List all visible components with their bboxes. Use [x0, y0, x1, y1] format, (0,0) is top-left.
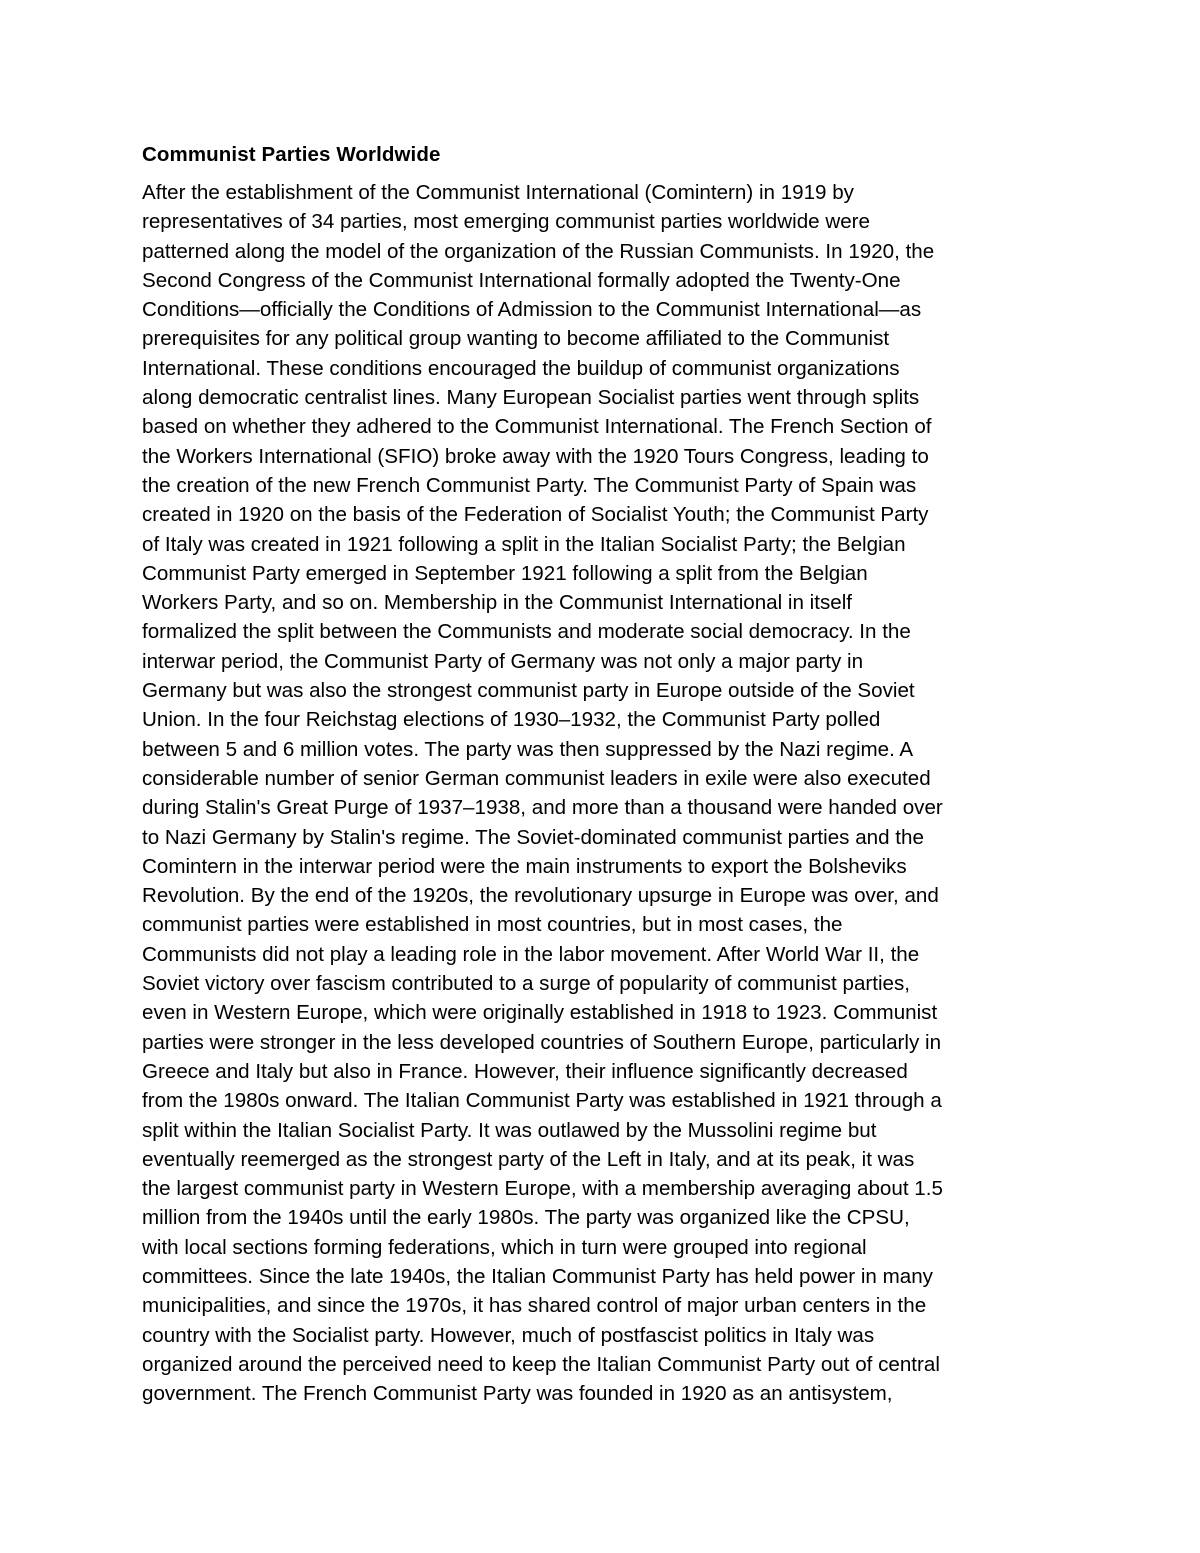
text-line: with local sections forming federations, which in turn were grouped into regional [142, 1235, 867, 1259]
text-line: Comintern in the interwar period were the main instruments to export the Bolsheviks [142, 854, 907, 878]
text-line: considerable number of senior German communist leaders in exile were also executed [142, 766, 931, 790]
text-line: the largest communist party in Western Europe, with a membership averaging about 1.5 [142, 1177, 943, 1201]
text-line: created in 1920 on the basis of the Federation of Socialist Youth; the Communist Party [142, 503, 929, 527]
text-line: split within the Italian Socialist Party. It was outlawed by the Mussolini regime but [142, 1118, 877, 1142]
text-line: based on whether they adhered to the Communist International. The French Section of [142, 415, 932, 439]
text-line: Communist Party emerged in September 1921 following a split from the Belgian [142, 561, 868, 585]
text-line: organized around the perceived need to keep the Italian Communist Party out of central [142, 1352, 940, 1376]
text-line: eventually reemerged as the strongest party of the Left in Italy, and at its peak, it was [142, 1147, 915, 1171]
text-line: between 5 and 6 million votes. The party was then suppressed by the Nazi regime. A [142, 737, 914, 761]
text-line: Revolution. By the end of the 1920s, the revolutionary upsurge in Europe was over, and [142, 884, 939, 908]
text-line: Germany but was also the strongest communist party in Europe outside of the Soviet [142, 679, 915, 703]
text-line: along democratic centralist lines. Many European Socialist parties went through splits [142, 386, 920, 410]
text-line: Soviet victory over fascism contributed to a surge of popularity of communist parties, [142, 972, 911, 996]
text-line: parties were stronger in the less developed countries of Southern Europe, particularly in [142, 1030, 942, 1054]
text-line: representatives of 34 parties, most emerging communist parties worldwide were [142, 210, 870, 234]
text-line: interwar period, the Communist Party of Germany was not only a major party in [142, 649, 864, 673]
text-line: country with the Socialist party. However, much of postfascist politics in Italy was [142, 1323, 875, 1347]
text-line: the creation of the new French Communist Party. The Communist Party of Spain was [142, 473, 917, 497]
text-line: Second Congress of the Communist International formally adopted the Twenty-One [142, 268, 901, 292]
text-line: to Nazi Germany by Stalin's regime. The Soviet-dominated communist parties and the [142, 825, 924, 849]
text-line: of Italy was created in 1921 following a split in the Italian Socialist Party; the Belgian [142, 532, 906, 556]
text-line: Greece and Italy but also in France. However, their influence significantly decreased [142, 1059, 908, 1083]
text-line: even in Western Europe, which were originally established in 1918 to 1923. Communist [142, 1001, 938, 1025]
document-content [142, 140, 1072, 1408]
text-line: government. The French Communist Party was founded in 1920 as an antisystem, [142, 1382, 893, 1406]
text-line: municipalities, and since the 1970s, it has shared control of major urban centers in the [142, 1294, 927, 1318]
text-line: Union. In the four Reichstag elections of 1930–1932, the Communist Party polled [142, 708, 881, 732]
text-line: formalized the split between the Communists and moderate social democracy. In the [142, 620, 911, 644]
text-line: during Stalin's Great Purge of 1937–1938, and more than a thousand were handed over [142, 796, 943, 820]
text-line: communist parties were established in most countries, but in most cases, the [142, 913, 843, 937]
body-paragraph [142, 178, 1072, 1408]
text-line: prerequisites for any political group wanting to become affiliated to the Communist [142, 327, 890, 351]
text-line: million from the 1940s until the early 1980s. The party was organized like the CPSU, [142, 1206, 910, 1230]
text-line: After the establishment of the Communist International (Comintern) in 1919 by [142, 181, 854, 204]
text-line: patterned along the model of the organization of the Russian Communists. In 1920, the [142, 239, 935, 263]
text-line: from the 1980s onward. The Italian Communist Party was established in 1921 through a [142, 1089, 942, 1113]
text-line: committees. Since the late 1940s, the Italian Communist Party has held power in many [142, 1264, 933, 1288]
text-line: Workers Party, and so on. Membership in the Communist International in itself [142, 591, 853, 615]
document-title: Communist Parties Worldwide [142, 143, 441, 166]
text-line: Conditions—officially the Conditions of Admission to the Communist International—as [142, 298, 922, 322]
text-line: Communists did not play a leading role in the labor movement. After World War II, the [142, 942, 920, 966]
text-line: the Workers International (SFIO) broke away with the 1920 Tours Congress, leading to [142, 444, 929, 468]
text-line: International. These conditions encouraged the buildup of communist organizations [142, 356, 900, 380]
